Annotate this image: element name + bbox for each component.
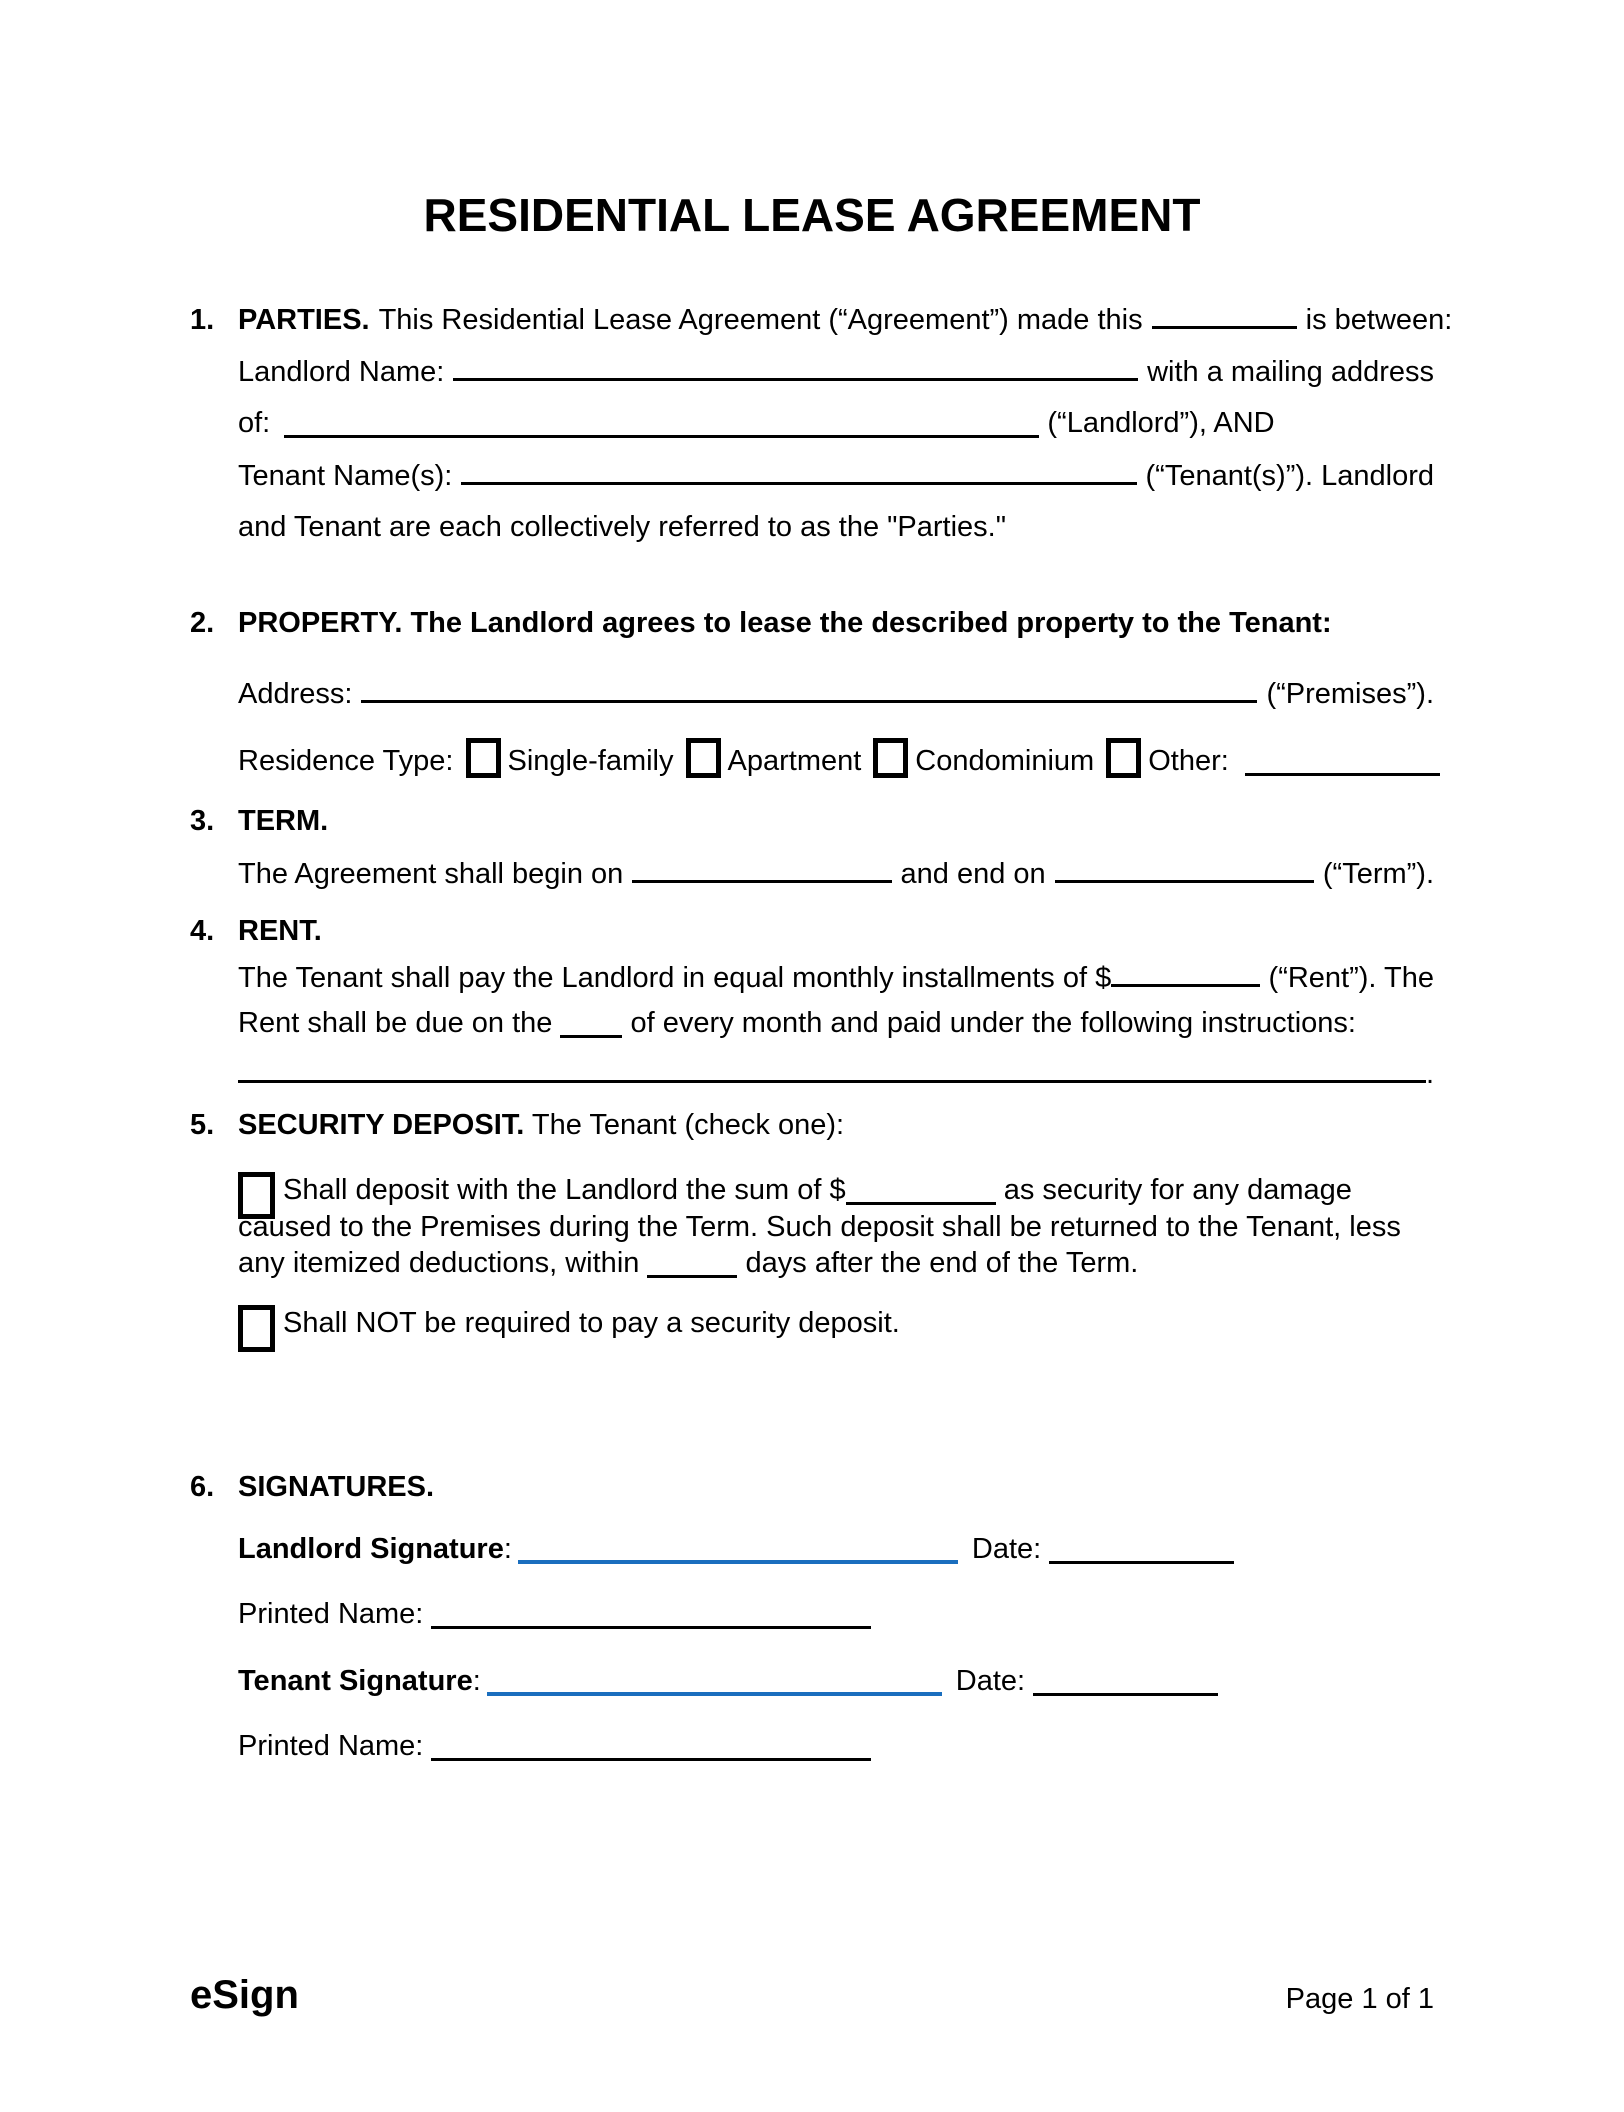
section-number-security: 5. (190, 1109, 215, 1141)
landlord-address-field[interactable] (284, 411, 1039, 438)
rent-line2-post: of every month and paid under the following instructions: (630, 1007, 1356, 1039)
landlord-printed-name-field[interactable] (431, 1602, 871, 1629)
tenant-signature-field[interactable] (487, 1668, 942, 1696)
rent-line1-pre: The Tenant shall pay the Landlord in equal monthly installments of $ (238, 962, 1112, 994)
tenant-printed-label: Printed Name: (238, 1730, 424, 1762)
property-heading-rest: The Landlord agrees to lease the described property to the Tenant: (410, 607, 1332, 639)
option-condominium: Condominium (915, 745, 1095, 777)
landlord-signature-label: Landlord Signature (238, 1533, 504, 1565)
rent-heading-line (190, 914, 1434, 948)
landlord-sign-date-field[interactable] (1049, 1537, 1234, 1564)
section-number-term: 3. (190, 805, 215, 837)
term-post: (“Term”). (1322, 858, 1435, 890)
page-title: RESIDENTIAL LEASE AGREEMENT (423, 189, 1201, 241)
tenant-signature-line (238, 1664, 1434, 1698)
deposit-return-days-field[interactable] (647, 1251, 737, 1278)
section-heading-property: PROPERTY. (238, 607, 403, 639)
checkbox-other[interactable] (1106, 738, 1141, 778)
rent-line1-post: (“Rent”). The (1268, 962, 1434, 994)
agreement-date-field[interactable] (1152, 302, 1297, 329)
section-heading-rent: RENT. (238, 915, 322, 947)
checkbox-condominium[interactable] (873, 738, 908, 778)
landlord-date-label: Date: (971, 1533, 1042, 1565)
landlord-address-line (238, 406, 1434, 440)
address-label: Address: (238, 678, 353, 710)
tenant-names-field[interactable] (461, 458, 1136, 485)
deposit-opt1-mid: as security for any damage caused to the Premises during the Term. Such deposit shall be returned to the Tenant, less any itemized deductions, within (238, 1174, 1401, 1279)
tenant-name-post: (“Tenant(s)”). Landlord (1145, 460, 1434, 492)
tenant-signature-colon: : (472, 1665, 481, 1697)
landlord-name-post: with a mailing address (1147, 356, 1434, 388)
section-heading-signatures: SIGNATURES. (238, 1471, 435, 1503)
landlord-name-line (238, 354, 1434, 389)
option-single-family: Single-family (507, 745, 674, 777)
payment-instructions-field[interactable] (238, 1056, 1426, 1083)
section-heading-security: SECURITY DEPOSIT. (238, 1109, 525, 1141)
rent-amount-field[interactable] (1111, 960, 1259, 987)
term-dates-line (238, 856, 1434, 891)
term-heading-line (190, 804, 1434, 838)
parties-intro-post: is between: (1305, 304, 1453, 336)
property-address-field[interactable] (361, 676, 1257, 703)
rent-line2-pre: Rent shall be due on the (238, 1007, 553, 1039)
term-start-date-field[interactable] (632, 856, 891, 883)
landlord-signature-field[interactable] (518, 1536, 958, 1564)
page-indicator: Page 1 of 1 (1285, 1983, 1434, 2015)
section-number-rent: 4. (190, 915, 215, 947)
property-heading-line (190, 606, 1434, 640)
instructions-period: . (1425, 1058, 1434, 1090)
tenant-date-label: Date: (955, 1665, 1026, 1697)
property-address-line (238, 676, 1434, 711)
security-heading-line (190, 1108, 1434, 1142)
parties-intro-pre: This Residential Lease Agreement (“Agreement”) made this (378, 304, 1143, 336)
checkbox-no-deposit[interactable] (238, 1305, 275, 1352)
address-post: (“Premises”). (1266, 678, 1434, 710)
option-apartment: Apartment (727, 745, 862, 777)
parties-intro-line (190, 302, 1453, 337)
landlord-name-label: Landlord Name: (238, 356, 445, 388)
security-heading-rest: The Tenant (check one): (531, 1109, 845, 1141)
checkbox-single-family[interactable] (466, 738, 501, 778)
tenant-name-label: Tenant Name(s): (238, 460, 453, 492)
deposit-opt2-text: Shall NOT be required to pay a security deposit. (283, 1307, 900, 1339)
tenant-printed-name-line (238, 1729, 1434, 1763)
checkbox-apartment[interactable] (686, 738, 721, 778)
section-number-signatures: 6. (190, 1471, 215, 1503)
signatures-heading-line (190, 1470, 1434, 1504)
term-end-date-field[interactable] (1055, 856, 1314, 883)
tenant-signature-label: Tenant Signature (238, 1665, 473, 1697)
rent-due-day-field[interactable] (560, 1011, 622, 1038)
other-residence-field[interactable] (1245, 749, 1440, 776)
landlord-signature-colon: : (503, 1533, 512, 1565)
parties-closing-line: and Tenant are each collectively referred to as the "Parties." (238, 511, 1007, 543)
residence-type-label: Residence Type: (238, 745, 454, 777)
tenant-printed-name-field[interactable] (431, 1734, 871, 1761)
landlord-printed-name-line (238, 1597, 1434, 1631)
section-number-parties: 1. (190, 304, 215, 336)
term-mid: and end on (900, 858, 1046, 890)
rent-amount-line (238, 960, 1434, 995)
tenant-name-line (238, 458, 1434, 493)
tenant-sign-date-field[interactable] (1033, 1669, 1218, 1696)
page-footer (190, 1973, 1434, 2017)
section-heading-parties: PARTIES. (238, 304, 370, 336)
of-post: (“Landlord”), AND (1047, 407, 1275, 439)
payment-instructions-line (238, 1056, 1434, 1091)
term-pre: The Agreement shall begin on (238, 858, 624, 890)
rent-due-line (238, 1006, 1434, 1040)
landlord-signature-line (238, 1532, 1434, 1566)
deposit-option-2 (238, 1306, 1434, 1342)
residence-type-line (238, 744, 1434, 778)
esign-logo: eSign (190, 1973, 299, 2017)
landlord-printed-label: Printed Name: (238, 1598, 424, 1630)
deposit-opt1-post: days after the end of the Term. (745, 1247, 1139, 1279)
landlord-name-field[interactable] (453, 354, 1138, 381)
deposit-opt1-pre: Shall deposit with the Landlord the sum of $ (283, 1174, 846, 1206)
deposit-option-1 (238, 1172, 1434, 1281)
of-label: of: (238, 407, 271, 439)
deposit-amount-field[interactable] (846, 1178, 996, 1205)
other-label: Other: (1148, 745, 1229, 777)
section-number-property: 2. (190, 607, 215, 639)
section-heading-term: TERM. (238, 805, 329, 837)
